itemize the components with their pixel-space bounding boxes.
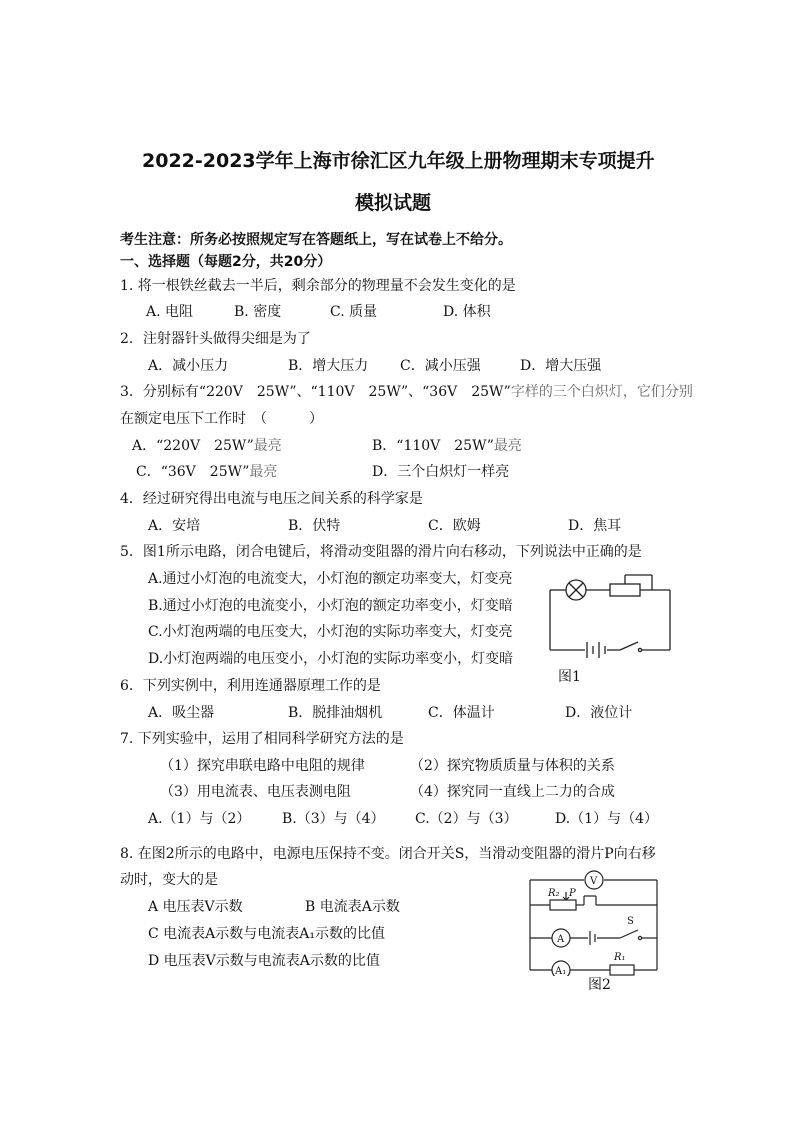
- rheostat-resistor: [610, 584, 640, 596]
- q7-item-3: （3）用电流表、电压表测电阻: [160, 784, 351, 800]
- resistor-r1: [610, 965, 634, 975]
- q6-option-d: D．液位计: [565, 705, 633, 721]
- label-r1: R₁: [614, 952, 626, 963]
- q6-option-b: B．脱排油烟机: [288, 705, 383, 721]
- q8-stem-line-2: 动时，变大的是: [120, 872, 218, 888]
- label-s: S: [627, 916, 634, 927]
- notice: 考生注意：所务必按照规定写在答题纸上，写在试卷上不给分。: [120, 232, 512, 248]
- q7-option-c: C.（2）与（3）: [415, 811, 518, 827]
- q8-option-a: A 电压表V示数: [148, 899, 243, 915]
- q4-option-d: D．焦耳: [568, 518, 622, 534]
- q3-option-c-tail: 最亮: [249, 464, 278, 480]
- figure-2-caption: 图2: [588, 977, 611, 993]
- q3-option-a-tail: 最亮: [253, 438, 282, 454]
- q1-option-b: B. 密度: [234, 304, 282, 320]
- q6-option-a: A．吸尘器: [148, 705, 215, 721]
- q7-option-a: A.（1）与（2）: [148, 811, 251, 827]
- q8-option-b: B 电流表A示数: [305, 899, 400, 915]
- q3-stem-line-2: 在额定电压下工作时 （ ）: [120, 411, 323, 427]
- q2-option-b: B．增大压力: [288, 358, 369, 374]
- q8-option-d: D 电压表V示数与电流表A示数的比值: [148, 953, 380, 969]
- q5-option-c: C.小灯泡两端的电压变大，小灯泡的实际功率变大，灯变亮: [148, 624, 513, 640]
- question-6-stem: 6．下列实例中，利用连通器原理工作的是: [120, 678, 381, 694]
- title-line-2: 模拟试题: [355, 192, 432, 214]
- q3-option-b: [372, 437, 522, 455]
- label-r2: R₂: [548, 888, 560, 899]
- question-2-stem: 2．注射器针头做得尖细是为了: [120, 331, 311, 347]
- q7-item-4: （4）探究同一直线上二力的合成: [410, 784, 615, 800]
- q7-option-b: B.（3）与（4）: [282, 811, 385, 827]
- q5-option-d: D.小灯泡两端的电压变小，小灯泡的实际功率变小，灯变暗: [148, 651, 514, 667]
- figure-2-circuit: [520, 868, 670, 976]
- q3-option-b-label: B．“110V 25W”: [372, 438, 494, 454]
- q1-option-d: D. 体积: [443, 304, 491, 320]
- q3-stem-part-2: 字样的三个白炽灯，它们分别: [510, 384, 693, 400]
- q2-option-d: D．增大压强: [520, 358, 602, 374]
- q7-option-d: D.（1）与（4）: [555, 811, 658, 827]
- question-5-stem: 5．图1所示电路，闭合电键后，将滑动变阻器的滑片向右移动，下列说法中正确的是: [120, 544, 642, 560]
- q3-stem-part-1: 3．分别标有“220V 25W”、“110V 25W”、“36V 25W”: [120, 384, 511, 400]
- q3-option-a-label: A．“220V 25W”: [132, 438, 254, 454]
- question-4-stem: 4．经过研究得出电流与电压之间关系的科学家是: [120, 491, 423, 507]
- q5-option-a: A.通过小灯泡的电流变大，小灯泡的额定功率变大，灯变亮: [148, 571, 513, 587]
- rheostat-r2: [550, 900, 576, 910]
- title-line-1: 2022-2023学年上海市徐汇区九年级上册物理期末专项提升: [142, 150, 655, 172]
- question-1-stem: 1. 将一根铁丝截去一半后，剩余部分的物理量不会发生变化的是: [120, 278, 516, 294]
- q2-option-c: C．减小压强: [400, 358, 481, 374]
- q7-item-2: （2）探究物质质量与体积的关系: [410, 758, 615, 774]
- q8-option-c: C 电流表A示数与电流表A₁示数的比值: [148, 926, 385, 942]
- question-3-stem: [120, 383, 693, 401]
- question-8-stem: 8. 在图2所示的电路中，电源电压保持不变。闭合开关S，当滑动变阻器的滑片P向右移: [120, 846, 656, 862]
- figure-1-caption: 图1: [558, 669, 581, 685]
- q6-option-c: C．体温计: [428, 705, 495, 721]
- q3-option-d: D．三个白炽灯一样亮: [372, 464, 510, 480]
- q5-option-b: B.通过小灯泡的电流变小，小灯泡的额定功率变小，灯变暗: [148, 598, 513, 614]
- question-7-stem: 7. 下列实验中，运用了相同科学研究方法的是: [120, 731, 404, 747]
- q2-option-a: A．减小压力: [148, 358, 229, 374]
- label-a: A: [557, 934, 565, 945]
- q1-option-a: A. 电阻: [146, 304, 194, 320]
- q3-option-b-tail: 最亮: [493, 438, 522, 454]
- q3-option-c-label: C．“36V 25W”: [136, 464, 250, 480]
- q3-option-a: [132, 437, 282, 455]
- label-p: P: [569, 888, 576, 899]
- q7-item-1: （1）探究串联电路中电阻的规律: [160, 758, 365, 774]
- q1-option-c: C. 质量: [330, 304, 378, 320]
- label-v: V: [590, 876, 598, 887]
- section-heading: 一、选择题（每题2分，共20分）: [120, 254, 332, 270]
- q4-option-a: A．安培: [148, 518, 201, 534]
- q4-option-c: C．欧姆: [428, 518, 481, 534]
- q3-option-c: [136, 463, 277, 481]
- q4-option-b: B．伏特: [288, 518, 341, 534]
- label-a1: A₁: [555, 966, 567, 976]
